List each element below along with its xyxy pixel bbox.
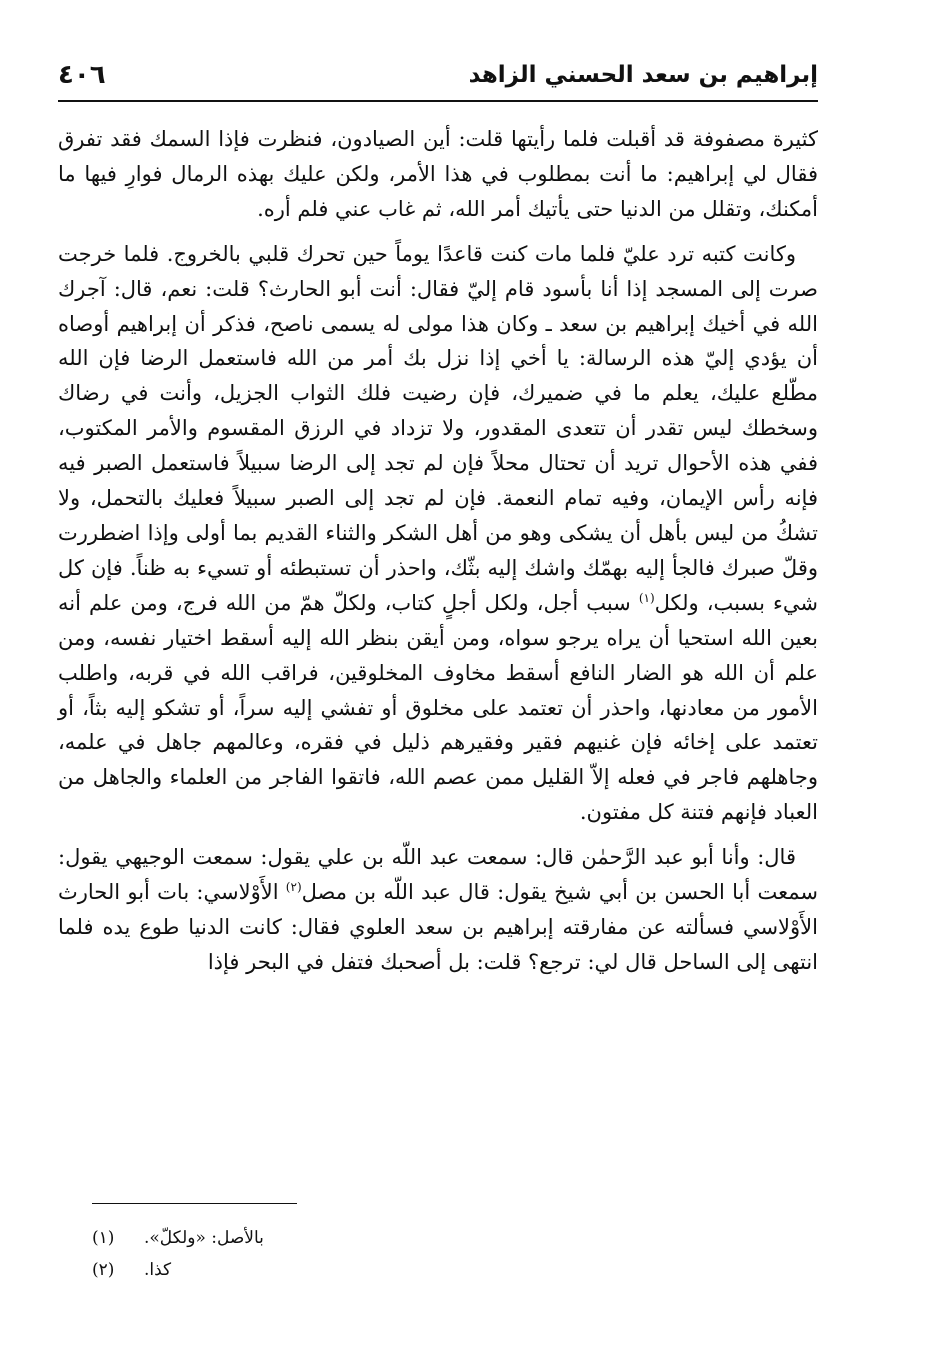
page-number: ٤٠٦ [58,60,106,90]
paragraph-2-part-a: وكانت كتبه ترد عليّ فلما مات كنت قاعدًا يوماً حين تحرك قلبي بالخروج. فلما خرجت صرت إلى المسجد إذا أنا بأسود قام إليّ فقال: أنت أبو الحارث؟ قلت: نعم، قال: آجرك الله في أخيك إبراهيم بن سعد ـ وكان هذا مولى له يسمى ناصح، فذكر أن إبراهيم أوصاه أن يؤدي إليّ هذه الرسالة: يا أخي إذا نزل بك أمر من الله فاستعمل الرضا فإن الله مطّلع عليك، يعلم ما في ضميرك، فإن رضيت فلك الثواب الجزيل، وأنت في رضاك وسخطك ليس تقدر أن تتعدى المقدور، ولا تزداد في الرزق المقسوم والأمر المكتوب، ففي هذه الأحوال تريد أن تحتال محلاً فإن لم تجد إلى الرضا سبيلاً فاستعمل الصبر فيه فإنه رأس الإيمان، وفيه تمام النعمة. فإن لم تجد إلى الصبر سبيلاً فعليك بالتحمل، ولا تشكُ من ليس بأهل أن يشكى وهو من أهل الشكر والثناء القديم بما أولى وإذا اضطررت وقلّ صبرك فالجأ إليه بهمّك واشك إليه بثّك، واحذر أن تستبطئه أو تسيء به ظناً. فإن كل شيء بسبب، ولكل [58,241,819,615]
paragraph-3-part-a: قال: وأنا أبو عبد الرَّحمٰن قال: سمعت عبد اللّه بن علي يقول: سمعت الوجيهي يقول: سمعت أبا الحسن بن أبي شيخ يقول: قال عبد اللّه بن مصل [58,845,818,905]
footnote-ref-1: (١) [638,590,655,605]
footnote-number: (١) [92,1228,115,1248]
footnote-text: بالأصل: «ولكلّ». [144,1228,264,1248]
running-title: إبراهيم بن سعد الحسني الزاهد [468,62,818,88]
paragraph-2-part-b: سبب أجل، ولكل أجلٍ كتاب، ولكلّ همّ من الله فرج، ومن علم أنه بعين الله استحيا أن يراه يرجو سواه، ومن أيقن بنظر الله إليه أسقط اختيار نفسه، ومن علم أن الله هو الضار النافع أسقط مخاوف المخلوقين، فراقب الله في قربه، واطلب الأمور من معادنها، واحذر أن تعتمد على مخلوق أو تفشي إليه سراً، أو تشكو إليه بثاً، أو تعتمد على إخائه فإن غنيهم فقير وفقيرهم ذليل في فقره، وعالمهم جاهل في علمه، وجاهلهم فاجر في فعله إلاّ القليل ممن عصم الله، فاتقوا الفاجر من العلماء والجاهل من العباد فإنهم فتنة كل مفتون. [58,590,818,825]
footnotes [92,1222,452,1286]
main-text [58,122,818,980]
paragraph-3-part-b: الأَوْلاسي: بات أبو الحارث الأَوْلاسي فسألته عن مفارقته إبراهيم بن سعد العلوي فقال: كانت الدنيا طوع يده فلما انتهى إلى الساحل قال لي: ترجع؟ قلت: بل أصحبك فتفل في البحر فإذا [58,880,818,974]
footnote-number: (٢) [92,1260,115,1280]
paragraph-2 [58,237,818,830]
footnote-1 [92,1222,452,1254]
footnote-separator [92,1203,297,1204]
footnote-ref-2: (٢) [285,880,302,895]
paragraph-1: كثيرة مصفوفة قد أقبلت فلما رأيتها قلت: أين الصيادون، فنظرت فإذا السمك فقد تفرق فقال لي إبراهيم: ما أنت بمطلوب في هذا الأمر، ولكن عليك بهذه الرمال فوارِ فيها ما أمكنك، وتقلل من الدنيا حتى يأتيك أمر الله، ثم غاب عني فلم أره. [58,127,818,221]
book-page [58,48,818,990]
footnote-text: كذا. [144,1260,172,1280]
footnote-2 [92,1254,452,1286]
paragraph-3 [58,840,818,980]
page-header [58,48,818,102]
